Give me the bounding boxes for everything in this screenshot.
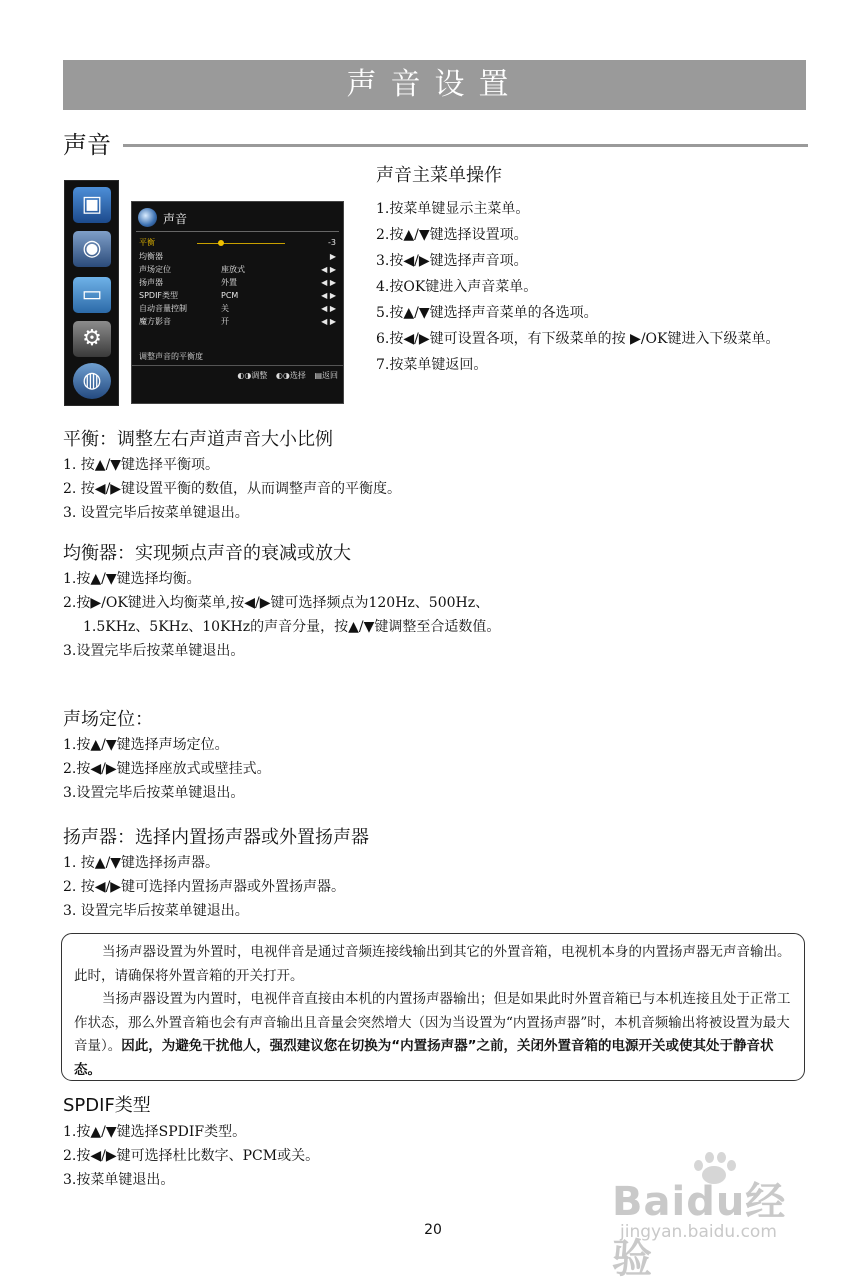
- main-ops-step: 1.按菜单键显示主菜单。: [376, 201, 530, 217]
- watermark-brand: Baidu经验: [612, 1179, 787, 1282]
- osd-row-equalizer[interactable]: [139, 251, 336, 263]
- speaker-steps: [63, 851, 783, 923]
- spdif-step: 1.按▲/▼键选择SPDIF类型。: [63, 1124, 247, 1140]
- back-key-hint: ▤返回: [314, 371, 338, 380]
- osd-hint-text: 调整声音的平衡度: [139, 352, 203, 361]
- osd-row-label: 魔方影音: [139, 317, 171, 326]
- main-ops-step: 3.按◀/▶键选择声音项。: [376, 253, 528, 269]
- osd-row-value: 外置: [221, 278, 237, 287]
- osd-row-label: 均衡器: [139, 252, 163, 261]
- adjust-key-hint: ◐◑调整: [237, 371, 268, 380]
- osd-row-label: 声场定位: [139, 265, 171, 274]
- select-key-hint: ◐◑选择: [275, 371, 306, 380]
- main-ops-step: 4.按OK键进入声音菜单。: [376, 279, 538, 295]
- osd-row-value: 开: [221, 317, 229, 326]
- page-number: 20: [424, 1222, 442, 1238]
- speaker-heading: 扬声器：选择内置扬声器或外置扬声器: [63, 827, 369, 848]
- baidu-watermark: [612, 1150, 822, 1282]
- main-ops-step: 7.按菜单键返回。: [376, 357, 488, 373]
- page-banner: [63, 60, 806, 110]
- osd-row-value: 座放式: [221, 265, 245, 274]
- osd-row-value: 关: [221, 304, 229, 313]
- osd-row-label: 扬声器: [139, 278, 163, 287]
- chevron-right-icon: ▶: [329, 252, 336, 261]
- screen-icon: ▭: [73, 277, 111, 313]
- equalizer-step: 3.设置完毕后按菜单键退出。: [63, 643, 245, 659]
- equalizer-step: 2.按▶/OK键进入均衡菜单,按◀/▶键可选择频点为120Hz、500Hz、1.5KHz、5KHz、10KHz的声音分量，按▲/▼键调整至合适数值。: [63, 595, 501, 635]
- notice-paragraph-external: 当扬声器设置为外置时，电视伴音是通过音频连接线输出到其它的外置音箱，电视机本身的内置扬声器无声音输出。此时，请确保将外置音箱的开关打开。: [74, 944, 791, 984]
- osd-sidebar: [64, 180, 119, 406]
- osd-sound-menu: [131, 201, 344, 404]
- balance-step: 1. 按▲/▼键选择平衡项。: [63, 457, 220, 473]
- balance-step: 2. 按◀/▶键设置平衡的数值，从而调整声音的平衡度。: [63, 481, 402, 497]
- speaker-notice-box: [61, 933, 805, 1081]
- osd-footer-divider: [132, 365, 343, 366]
- balance-slider[interactable]: [197, 243, 285, 244]
- main-ops-block: [376, 164, 816, 378]
- spdif-heading: SPDIF类型: [63, 1095, 151, 1116]
- equalizer-heading: 均衡器：实现频点声音的衰减或放大: [63, 543, 351, 564]
- tv-picture-icon: ▣: [73, 187, 111, 223]
- sound-menu-icon: [138, 208, 157, 227]
- speaker-step: 2. 按◀/▶键可选择内置扬声器或外置扬声器。: [63, 879, 346, 895]
- section-header: [63, 128, 808, 164]
- osd-divider: [136, 231, 339, 232]
- osd-row-label: SPDIF类型: [139, 291, 179, 300]
- left-right-arrows-icon: ◀ ▶: [321, 304, 336, 313]
- equalizer-step: 1.按▲/▼键选择均衡。: [63, 571, 201, 587]
- osd-row-surround[interactable]: [139, 264, 336, 276]
- osd-row-avc[interactable]: [139, 303, 336, 315]
- globe-icon: ◍: [73, 363, 111, 399]
- notice-warning-text: 因此，为避免干扰他人，强烈建议您在切换为“内置扬声器”之前，关闭外置音箱的电源开关或使其处于静音状态。: [74, 1038, 774, 1078]
- section-divider: [123, 144, 808, 147]
- spdif-step: 2.按◀/▶键可选择杜比数字、PCM或关。: [63, 1148, 320, 1164]
- section-title: 声音: [63, 131, 111, 159]
- surround-step: 1.按▲/▼键选择声场定位。: [63, 737, 229, 753]
- osd-title: 声音: [163, 212, 188, 226]
- left-right-arrows-icon: ◀ ▶: [321, 278, 336, 287]
- osd-row-speaker[interactable]: [139, 277, 336, 289]
- spdif-step: 3.按菜单键退出。: [63, 1172, 175, 1188]
- notice-paragraph-internal: [74, 988, 794, 1082]
- osd-row-label: 平衡: [139, 238, 155, 247]
- main-ops-step: 6.按◀/▶键可设置各项，有下级菜单的按 ▶/OK键进入下级菜单。: [376, 331, 780, 347]
- gear-icon: ⚙: [73, 321, 111, 357]
- left-right-arrows-icon: ◀ ▶: [321, 291, 336, 300]
- main-ops-step: 2.按▲/▼键选择设置项。: [376, 227, 528, 243]
- speaker-step: 1. 按▲/▼键选择扬声器。: [63, 855, 220, 871]
- balance-steps: [63, 453, 783, 525]
- balance-step: 3. 设置完毕后按菜单键退出。: [63, 505, 249, 521]
- surround-steps: [63, 733, 783, 805]
- main-ops-step: 5.按▲/▼键选择声音菜单的各选项。: [376, 305, 598, 321]
- speaker-icon: ◉: [73, 231, 111, 267]
- surround-step: 2.按◀/▶键选择座放式或壁挂式。: [63, 761, 271, 777]
- osd-row-value: PCM: [221, 291, 239, 300]
- osd-key-legend: [231, 370, 338, 381]
- osd-row-magic-av[interactable]: [139, 316, 336, 328]
- watermark-url: jingyan.baidu.com: [620, 1222, 777, 1242]
- osd-illustration: [64, 180, 346, 406]
- osd-row-spdif[interactable]: [139, 290, 336, 302]
- balance-slider-knob[interactable]: [218, 240, 224, 246]
- surround-step: 3.设置完毕后按菜单键退出。: [63, 785, 245, 801]
- left-right-arrows-icon: ◀ ▶: [321, 317, 336, 326]
- osd-row-balance[interactable]: [139, 237, 336, 249]
- left-right-arrows-icon: ◀ ▶: [321, 265, 336, 274]
- surround-heading: 声场定位：: [63, 709, 153, 730]
- osd-row-value: -3: [328, 238, 336, 247]
- osd-title-bar: [138, 208, 338, 228]
- equalizer-steps: [63, 567, 783, 663]
- notice-text: 当扬声器设置为内置时，电视伴音直接由本机的内置扬声器输出；但是如果此时外置音箱已与本机连接且处于正常工作状态，那么外置音箱也会有声音输出且音量会突然增大（因为当设置为“内置扬声器”时，本机音频输出将被设置为最大音量）。: [74, 991, 791, 1054]
- speaker-step: 3. 设置完毕后按菜单键退出。: [63, 903, 249, 919]
- balance-heading: 平衡：调整左右声道声音大小比例: [63, 429, 333, 450]
- osd-row-label: 自动音量控制: [139, 304, 187, 313]
- main-ops-title: 声音主菜单操作: [376, 165, 502, 186]
- banner-title: 声音设置: [346, 67, 523, 102]
